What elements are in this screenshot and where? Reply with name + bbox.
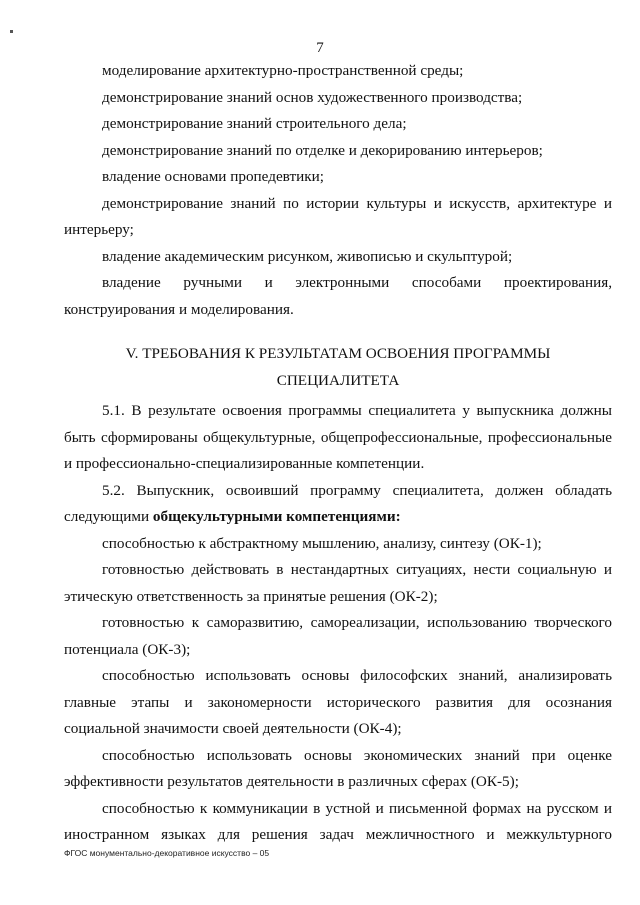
section-heading-line-2: СПЕЦИАЛИТЕТА: [276, 371, 400, 389]
competency-item: способностью к абстрактному мышлению, анализу, синтезу (ОК-1);: [102, 534, 542, 552]
competency-item: готовностью к саморазвитию, самореализации, использованию творческого потенциала (ОК-3);: [64, 614, 612, 658]
list-item: демонстрирование знаний по истории культуры и искусств, архитектуре и интерьеру;: [64, 194, 612, 238]
paragraph-5-1: 5.1. В результате освоения программы специалитета у выпускника должны быть сформированы общекультурные, общепрофессиональные, профессиональные и профессионально-специализированные компетенции.: [64, 402, 612, 472]
section-heading-line-1: V. ТРЕБОВАНИЯ К РЕЗУЛЬТАТАМ ОСВОЕНИЯ ПРОГРАММЫ: [125, 345, 551, 362]
list-item: демонстрирование знаний строительного дела;: [102, 115, 407, 132]
list-item: демонстрирование знаний по отделке и декорированию интерьеров;: [102, 141, 543, 159]
competency-item: способностью использовать основы философских знаний, анализировать главные этапы и закономерности исторического развития для осознания социальной значимости своей деятельности (ОК-4);: [64, 667, 612, 737]
list-item: владение академическим рисунком, живописью и скульптурой;: [102, 247, 513, 265]
list-item: владение основами пропедевтики;: [102, 168, 324, 185]
page-number: 7: [316, 40, 324, 56]
section-heading: [64, 341, 612, 394]
paragraph-5-2: [64, 478, 612, 531]
competency-item: способностью использовать основы экономических знаний при оценке эффективности результатов деятельности в различных сферах (ОК-5);: [64, 746, 612, 790]
document-body: [64, 58, 612, 849]
list-item: владение ручными и электронными способами проектирования, конструирования и моделирования.: [64, 274, 612, 318]
paragraph-5-2-bold: общекультурными компетенциями:: [152, 508, 401, 525]
list-item: моделирование архитектурно-пространственной среды;: [102, 62, 464, 79]
competency-item: готовностью действовать в нестандартных ситуациях, нести социальную и этическую ответственность за принятые решения (ОК-2);: [64, 561, 612, 605]
scan-mark: [10, 30, 13, 33]
page-footer: ФГОС монументально-декоративное искусство – 05: [64, 848, 270, 858]
list-item: демонстрирование знаний основ художественного производства;: [102, 88, 523, 106]
competency-item: способностью к коммуникации в устной и письменной формах на русском и иностранном языках для решения задач межличностного и межкультурного: [64, 799, 612, 843]
paragraph-5-2-text: 5.2. Выпускник, освоивший программу специалитета, должен обладать следующими: [64, 481, 612, 525]
